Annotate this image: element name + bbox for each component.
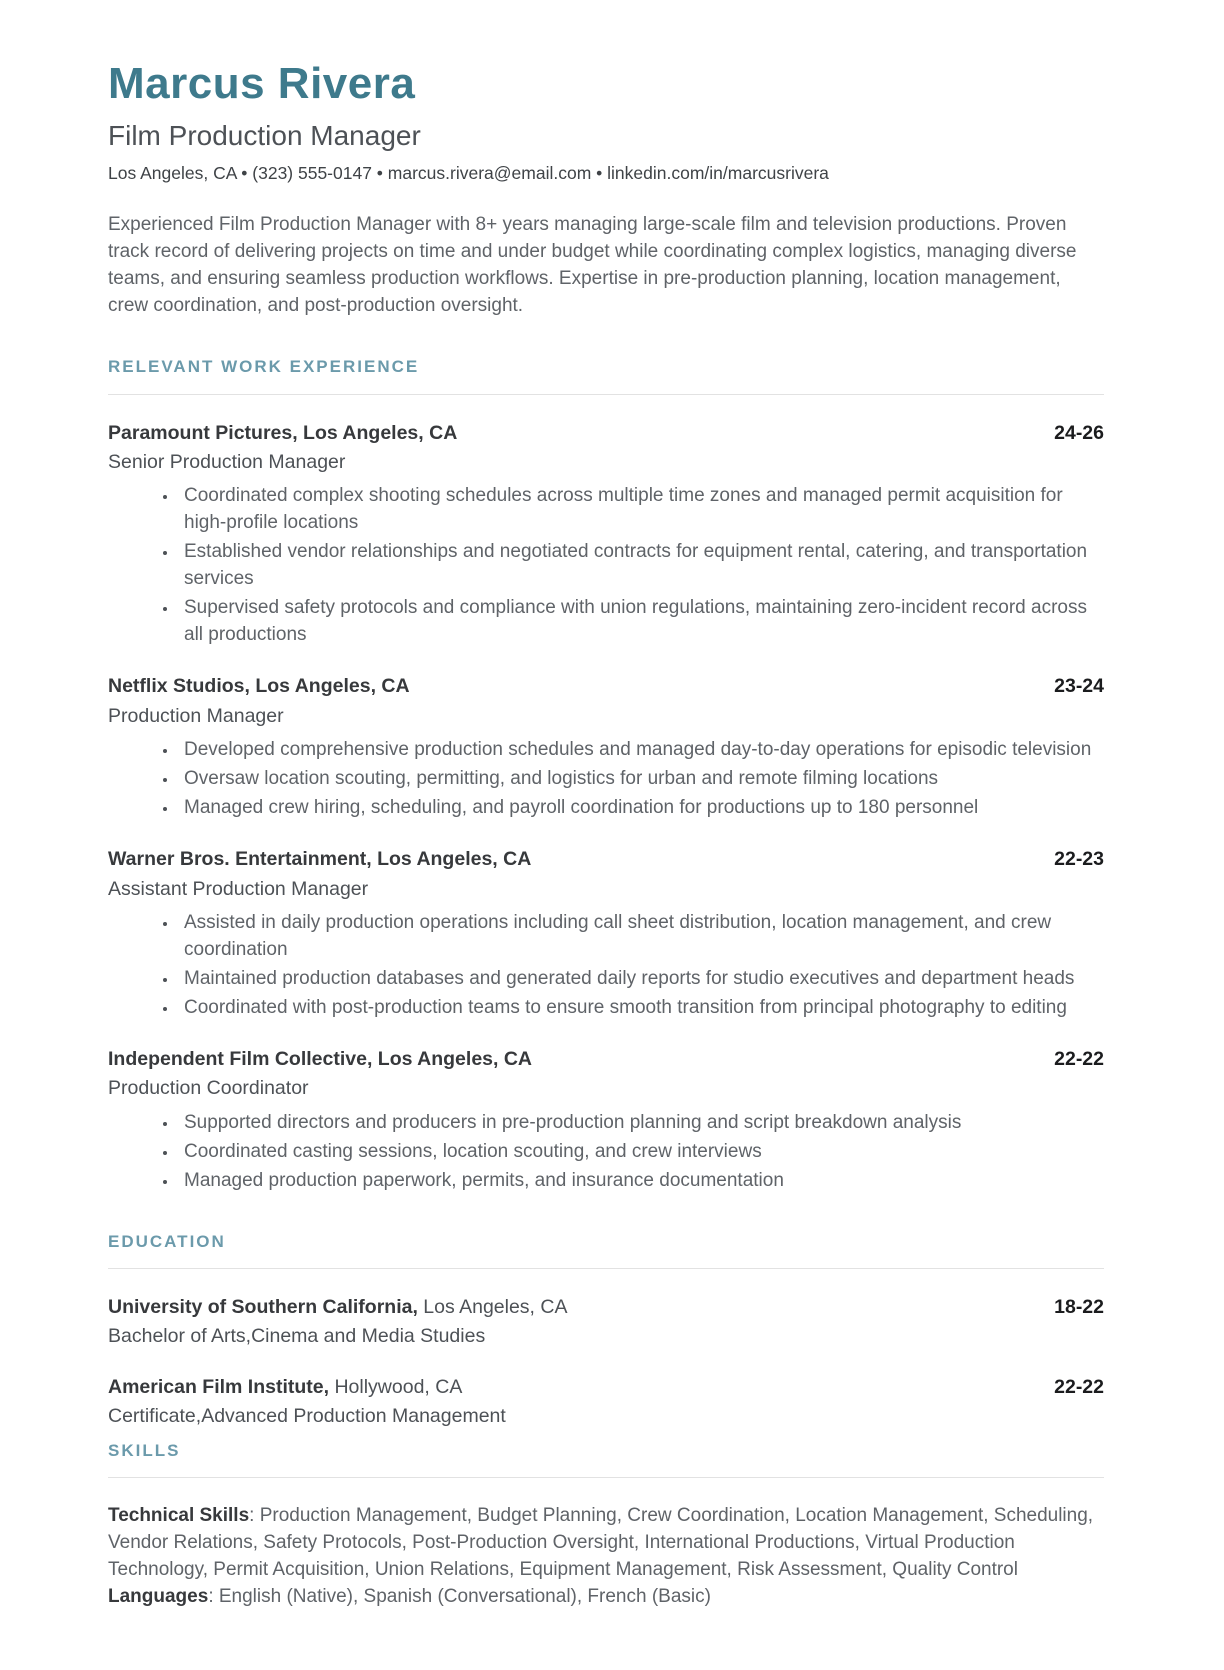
contact-line: Los Angeles, CA • (323) 555-0147 • marcus.rivera@email.com • linkedin.com/in/marcusrivera — [108, 162, 829, 183]
education-entry — [108, 1375, 1104, 1429]
education-institution — [108, 1375, 462, 1399]
job-bullets — [108, 909, 1104, 1021]
skills-body — [108, 1502, 1104, 1610]
candidate-name: Marcus Rivera — [108, 59, 416, 108]
job-bullet: • Oversaw location scouting, permitting, and logistics for urban and remote filming locations — [178, 765, 1104, 792]
education-entry — [108, 1295, 1104, 1349]
job-bullet: • Established vendor relationships and negotiated contracts for equipment rental, catering, and transportation services — [178, 538, 1104, 592]
education-institution — [108, 1295, 567, 1319]
skills-heading: SKILLS — [108, 1440, 181, 1460]
education-dates: 22-22 — [1054, 1375, 1104, 1398]
job-bullet: • Developed comprehensive production schedules and managed day-to-day operations for episodic television — [178, 736, 1104, 763]
technical-skills-text: : Production Management, Budget Planning, Crew Coordination, Location Management, Scheduling, Vendor Relations, Safety Protocols, Post-Production Oversight, International Productions, Virtual Production Technology, Permit Acquisition, Union Relations, Equipment Management, Risk Assessment, Quality Control — [108, 1505, 1094, 1580]
education-location: Los Angeles, CA — [417, 1296, 568, 1319]
section-skills — [108, 1441, 1104, 1610]
job-bullet: • Managed crew hiring, scheduling, and payroll coordination for productions up to 180 personnel — [178, 794, 1104, 821]
job-company: Warner Bros. Entertainment, Los Angeles, CA — [108, 848, 532, 871]
education-location: Hollywood, CA — [329, 1375, 463, 1398]
job-bullet: • Managed production paperwork, permits, and insurance documentation — [178, 1167, 1104, 1194]
job-bullet: • Maintained production databases and generated daily reports for studio executives and department heads — [178, 965, 1104, 992]
experience-entry-head — [108, 1047, 1104, 1071]
education-degree: Bachelor of Arts,Cinema and Media Studies — [108, 1325, 486, 1348]
job-dates: 22-22 — [1054, 1047, 1104, 1070]
experience-entry-head — [108, 421, 1104, 445]
job-company: Independent Film Collective, Los Angeles, CA — [108, 1047, 533, 1070]
job-bullet: • Coordinated complex shooting schedules across multiple time zones and managed permit acquisition for high-profile locations — [178, 482, 1104, 536]
job-company: Netflix Studios, Los Angeles, CA — [108, 675, 410, 698]
experience-divider — [108, 394, 1104, 395]
job-title: Assistant Production Manager — [108, 877, 369, 900]
education-divider — [108, 1268, 1104, 1269]
education-entries — [108, 1295, 1104, 1429]
technical-skills-label: Technical Skills — [108, 1505, 250, 1526]
job-company: Paramount Pictures, Los Angeles, CA — [108, 421, 458, 444]
education-dates: 18-22 — [1054, 1296, 1104, 1319]
experience-entry-head — [108, 847, 1104, 871]
job-title: Production Coordinator — [108, 1077, 309, 1100]
skills-divider — [108, 1477, 1104, 1478]
experience-entry — [108, 847, 1104, 1021]
job-title: Senior Production Manager — [108, 451, 346, 474]
section-experience — [108, 357, 1104, 1193]
section-education — [108, 1232, 1104, 1429]
job-bullets — [108, 482, 1104, 648]
job-bullet: • Coordinated casting sessions, location scouting, and crew interviews — [178, 1138, 1104, 1165]
job-bullet: • Assisted in daily production operations including call sheet distribution, location management, and crew coordination — [178, 909, 1104, 963]
education-heading: EDUCATION — [108, 1231, 226, 1251]
job-bullet: • Supervised safety protocols and compliance with union regulations, maintaining zero-incident record across all productions — [178, 594, 1104, 648]
summary-paragraph: Experienced Film Production Manager with 8+ years managing large-scale film and television productions. Proven track record of delivering projects on time and under budget while coordinating complex logistics, managing diverse teams, and ensuring seamless production workflows. Expertise in pre-production planning, location management, crew coordination, and post-production oversight. — [108, 214, 1077, 317]
resume-header — [108, 60, 1104, 184]
experience-heading: RELEVANT WORK EXPERIENCE — [108, 357, 420, 377]
experience-entry-head — [108, 674, 1104, 698]
experience-entries — [108, 421, 1104, 1194]
job-title: Production Manager — [108, 704, 284, 727]
education-degree: Certificate,Advanced Production Management — [108, 1405, 506, 1428]
job-dates: 23-24 — [1054, 675, 1104, 698]
education-institution-name: University of Southern California, — [108, 1296, 418, 1319]
job-bullet: • Coordinated with post-production teams to ensure smooth transition from principal photography to editing — [178, 994, 1104, 1021]
experience-entry — [108, 1047, 1104, 1194]
job-bullets — [108, 736, 1104, 821]
job-dates: 24-26 — [1054, 421, 1104, 444]
education-entry-head — [108, 1375, 1104, 1399]
job-bullet: • Supported directors and producers in pre-production planning and script breakdown analysis — [178, 1109, 1104, 1136]
languages-text: : English (Native), Spanish (Conversational), French (Basic) — [208, 1586, 711, 1607]
languages-line — [108, 1583, 1104, 1610]
job-bullets — [108, 1109, 1104, 1194]
languages-label: Languages — [108, 1586, 209, 1607]
education-entry-head — [108, 1295, 1104, 1319]
experience-entry — [108, 674, 1104, 821]
technical-skills-line — [108, 1502, 1104, 1583]
education-institution-name: American Film Institute, — [108, 1375, 330, 1398]
job-dates: 22-23 — [1054, 848, 1104, 871]
candidate-title: Film Production Manager — [108, 120, 421, 152]
experience-entry — [108, 421, 1104, 649]
